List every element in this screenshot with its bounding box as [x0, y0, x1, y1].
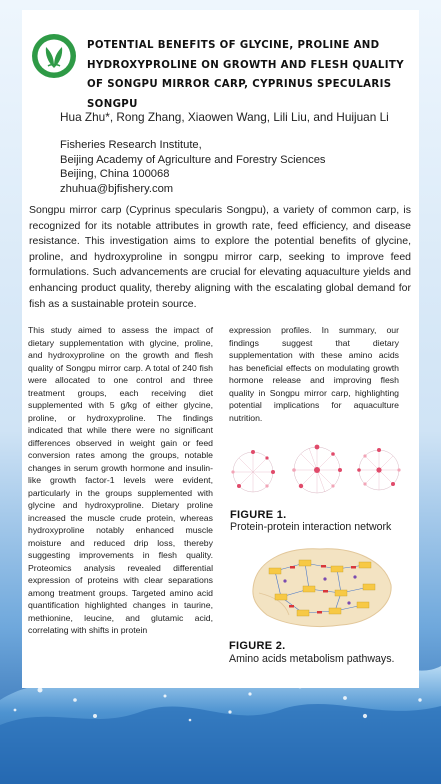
affiliation [60, 138, 410, 196]
abstract: Songpu mirror carp (Cyprinus specularis Songpu), a variety of common carp, is recognized for its notable attributes in growth rate, feed efficiency, and disease resistance. This investigation aims to explore the potential benefits of glycine, proline, and hydroxyproline in songpu mirror carp, seeking to improve feed formulations. Such advancements are crucial for elevating aquaculture yields and enhancing product quality, thereby aligning with the escalating global demand for fish as a sustainable protein source. [29, 204, 411, 310]
body-text-left: This study aimed to assess the impact of dietary supplementation with glycine, proline, and hydroxyproline on the growth and flesh quality of Songpu mirror carp. A total of 240 fish were allocated to one control and three treatment groups, each receiving diet supplemented with 5 g/kg of either glycine, proline, or hydroxyproline. The findings indicated that while there were no significant differences observed in weight gain or feed conversion rates among the groups, notable changes in serum growth hormone and insulin-like growth factor-1 levels were evident, particularly in the groups supplemented with glycine and hydroxyproline. Dietary proline increased the muscle crude protein, whereas hydroxyproline notably enhanced muscle moisture and reduced drip loss, thereby suggesting improvements in flesh quality. Proteomics analysis revealed differential expression of proteins with clear separations among treatment groups. Targeted amino acid quantification highlighted changes in taurine, methionine, leucine, and glutamic acid, correlating with shifts in protein [28, 325, 213, 635]
figure1-label: FIGURE 1. [230, 509, 287, 521]
figure2-pathway-image [245, 541, 395, 630]
author-email[interactable]: zhuhua@bjfishery.com [60, 182, 174, 195]
authors: Hua Zhu*, Rong Zhang, Xiaowen Wang, Lili Liu, and Huijuan Li [60, 110, 389, 124]
figure2-label: FIGURE 2. [229, 640, 286, 652]
body-text-right: expression profiles. In summary, our findings suggest that dietary supplementation with these amino acids has beneficial effects on modulating growth hormone release and improving flesh quality in Songpu mirror carp, highlighting potential implications for aquaculture nutrition. [229, 325, 399, 423]
institute-logo [31, 33, 77, 79]
figure2-caption: Amino acids metabolism pathways. [229, 653, 395, 665]
affiliation-line: Beijing, China 100068 [60, 168, 170, 181]
figure1-network-image [229, 444, 401, 504]
figure1-caption: Protein-protein interaction network [230, 521, 392, 533]
affiliation-line: Fisheries Research Institute, [60, 139, 202, 151]
poster-title: POTENTIAL BENEFITS OF GLYCINE, PROLINE AND HYDROXYPROLINE ON GROWTH AND FLESH QUALITY OF SONGPU MIRROR CARP, CYPRINUS SPECULARIS SONGPU [87, 40, 404, 110]
affiliation-line: Beijing Academy of Agriculture and Forestry Sciences [60, 153, 326, 166]
